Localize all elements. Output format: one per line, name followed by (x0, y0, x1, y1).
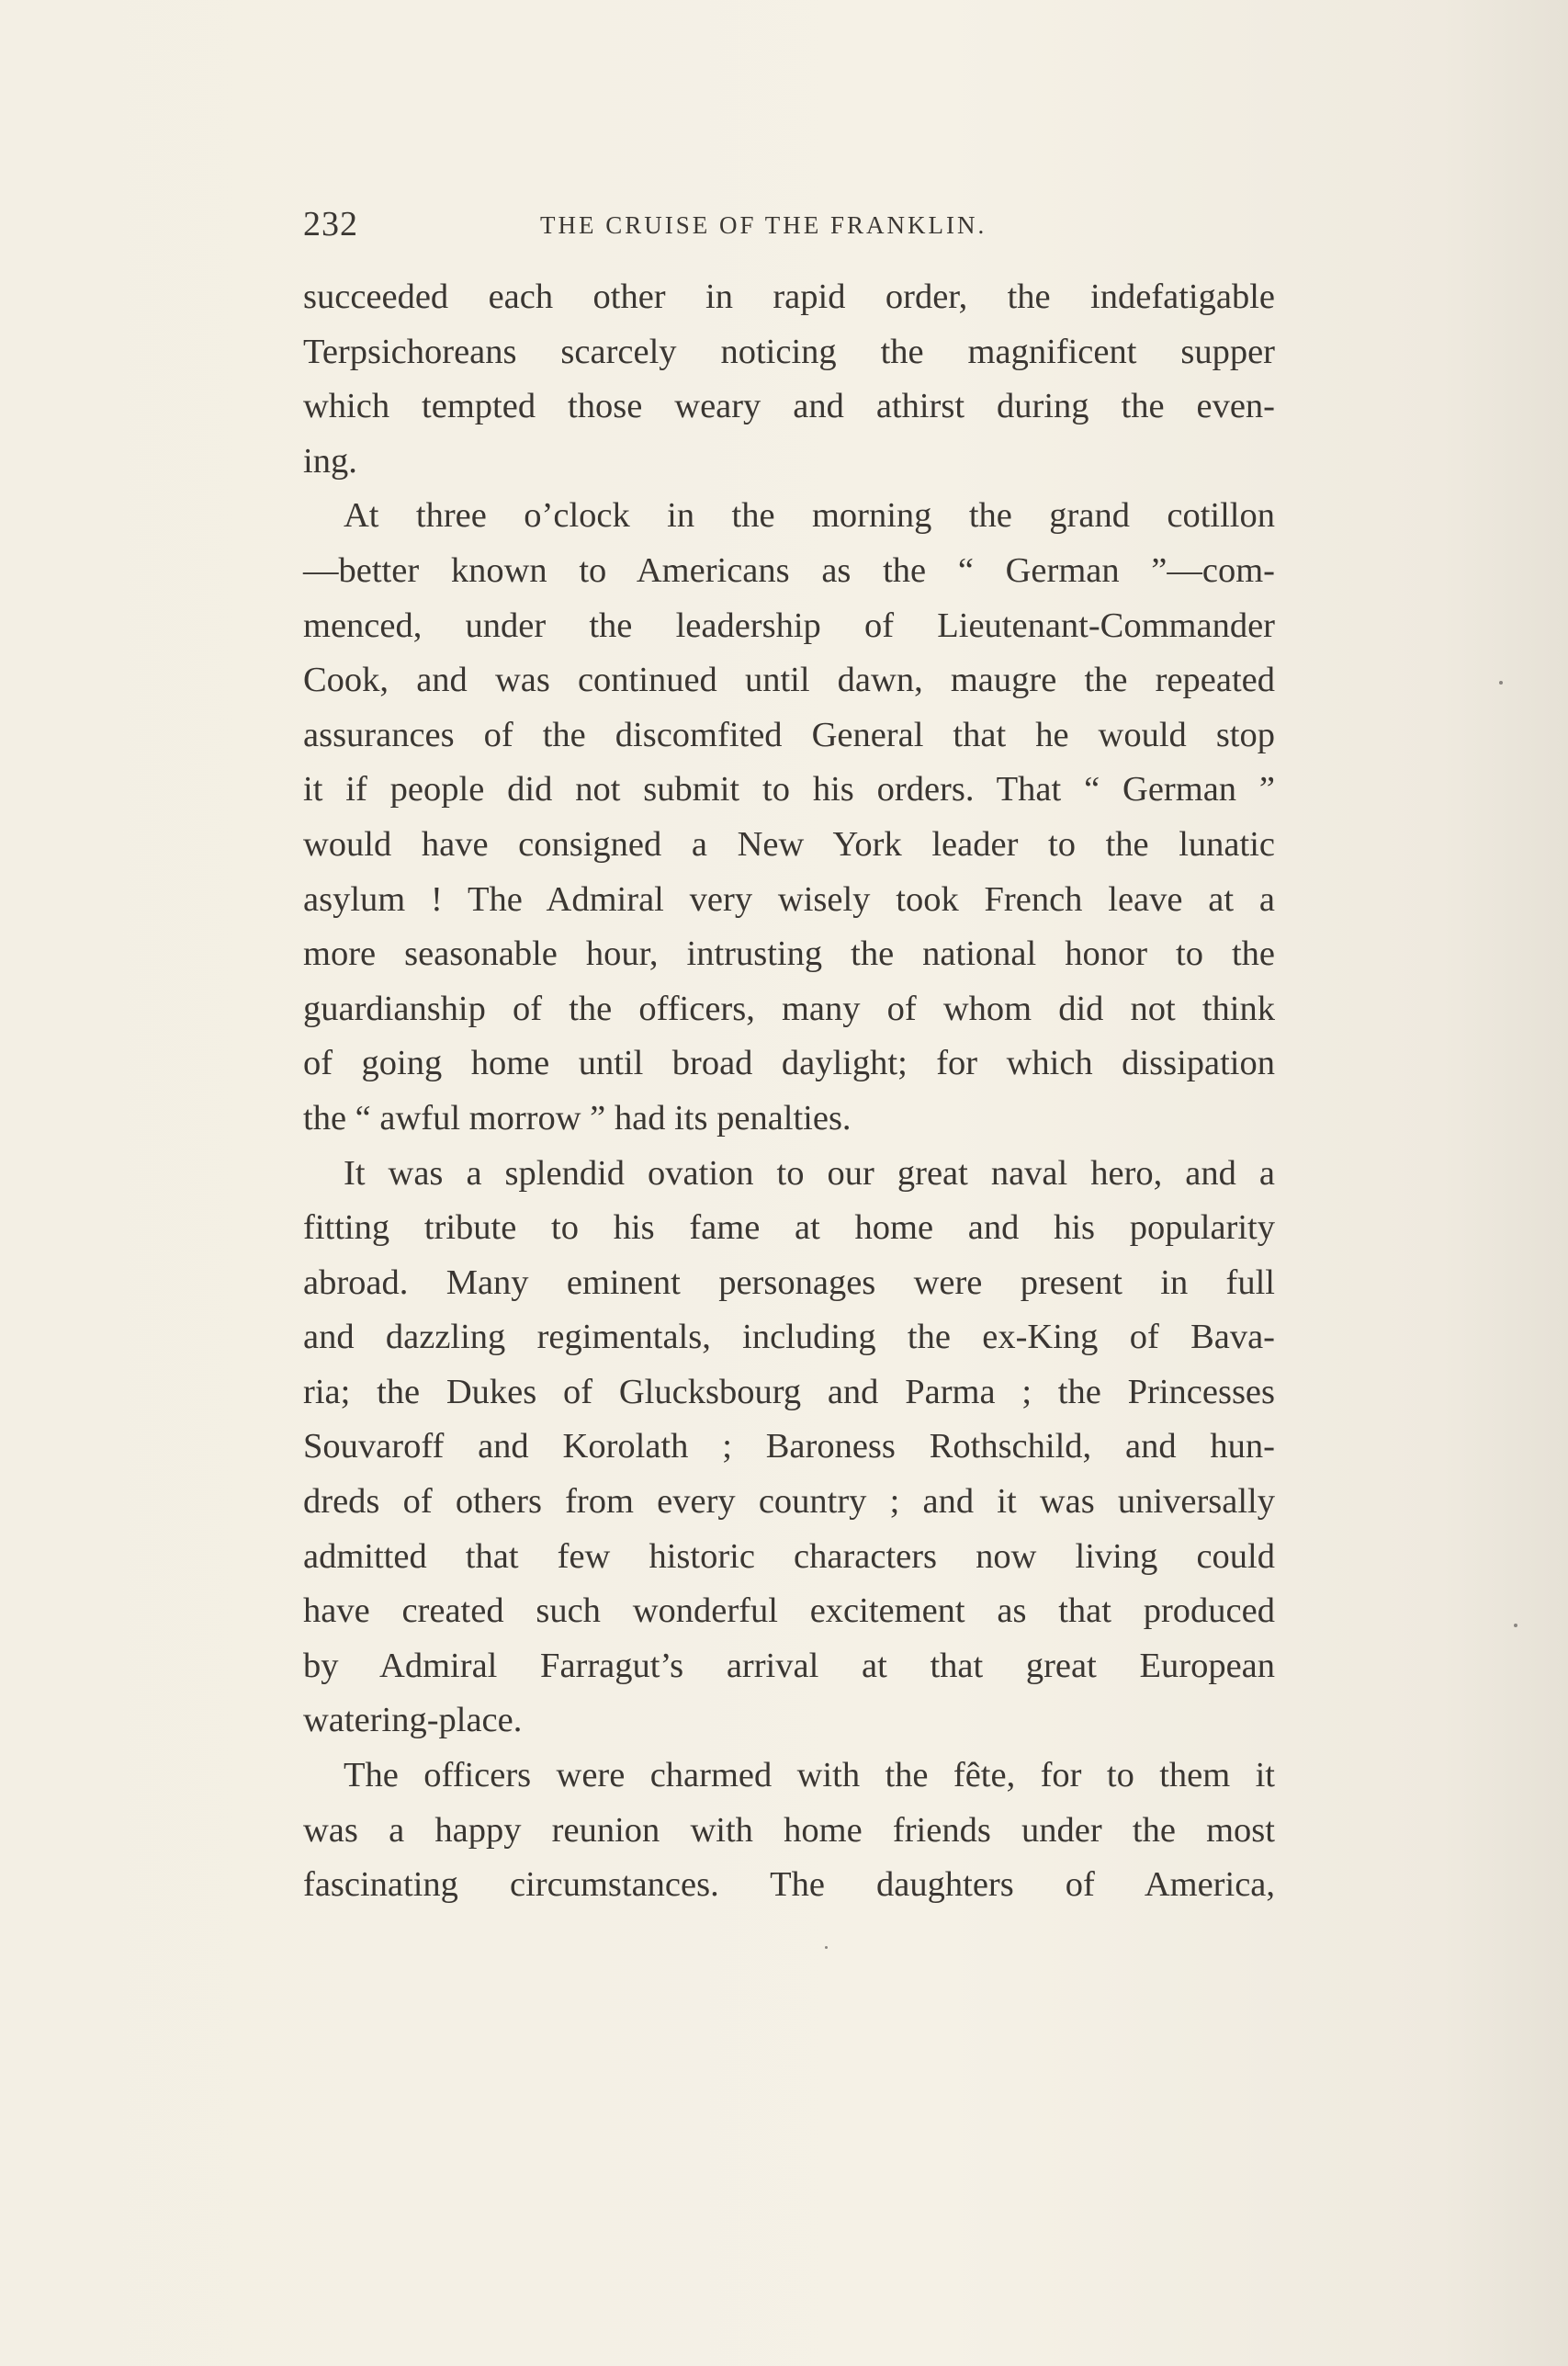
text-line: watering-place. (303, 1701, 523, 1740)
text-line: It was a splendid ovation to our great naval hero, and a (344, 1153, 1275, 1193)
text-line: succeeded each other in rapid order, the indefatigable (303, 277, 1275, 316)
text-line: ing. (303, 441, 357, 481)
text-line: it if people did not submit to his orders. That “ German ” (303, 770, 1275, 809)
text-line: was a happy reunion with home friends under the most (303, 1810, 1275, 1850)
text-line: ria; the Dukes of Glucksbourg and Parma ; the Princesses (303, 1372, 1275, 1411)
text-line: abroad. Many eminent personages were present in full (303, 1262, 1275, 1302)
text-line: have created such wonderful excitement as that produced (303, 1591, 1275, 1631)
text-line: the “ awful morrow ” had its penalties. (303, 1098, 852, 1138)
paper-speck (825, 1946, 828, 1949)
text-line: guardianship of the officers, many of whom did not think (303, 989, 1275, 1028)
text-line: assurances of the discomfited General that he would stop (303, 715, 1275, 754)
page-header (303, 204, 1286, 250)
running-head: THE CRUISE OF THE FRANKLIN. (540, 211, 987, 239)
text-line: —better known to Americans as the “ German ”—com- (303, 550, 1275, 590)
text-line: dreds of others from every country ; and it was universally (303, 1482, 1275, 1522)
text-line: asylum ! The Admiral very wisely took French leave at a (303, 879, 1275, 919)
text-line: which tempted those weary and athirst during the even- (303, 387, 1275, 426)
text-line: fascinating circumstances. The daughters of America, (303, 1865, 1275, 1905)
paper-speck (1514, 1624, 1517, 1627)
body-text (303, 270, 1275, 1913)
text-line: would have consigned a New York leader to the lunatic (303, 824, 1275, 864)
text-line: The officers were charmed with the fête, for to them it (344, 1756, 1275, 1795)
text-line: fitting tribute to his fame at home and his popularity (303, 1208, 1275, 1248)
text-line: admitted that few historic characters now living could (303, 1536, 1275, 1576)
text-line: Souvaroff and Korolath ; Baroness Rothschild, and hun- (303, 1427, 1275, 1466)
text-line: Terpsichoreans scarcely noticing the magnificent supper (303, 332, 1275, 371)
text-line: and dazzling regimentals, including the ex-King of Bava- (303, 1318, 1275, 1357)
text-line: At three o’clock in the morning the grand cotillon (344, 496, 1275, 536)
text-line: menced, under the leadership of Lieutenant-Commander (303, 606, 1275, 645)
paper-speck (1499, 681, 1503, 685)
page-number: 232 (303, 205, 358, 243)
text-line: more seasonable hour, intrusting the national honor to the (303, 934, 1275, 974)
text-line: Cook, and was continued until dawn, maugre the repeated (303, 661, 1275, 700)
text-line: by Admiral Farragut’s arrival at that great European (303, 1646, 1275, 1685)
text-line: of going home until broad daylight; for which dissipation (303, 1044, 1275, 1083)
